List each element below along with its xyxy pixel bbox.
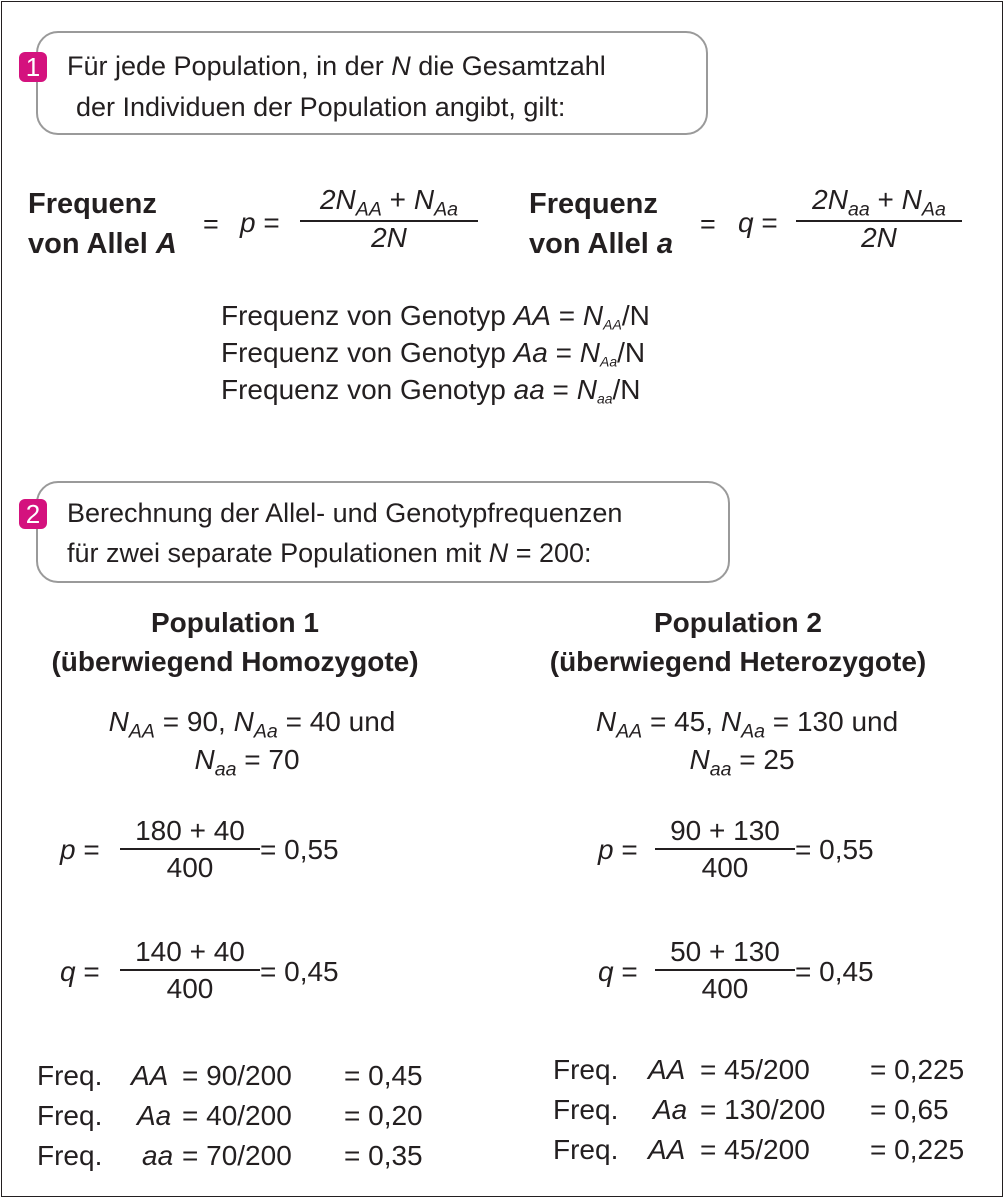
allele-A-p-symbol: p = <box>240 207 280 238</box>
population-2-freq-value: = 0,225 <box>870 1134 965 1165</box>
population-1-freq-geno: AA <box>131 1060 169 1091</box>
allele-a-q-symbol: q = <box>738 207 778 238</box>
population-2-q-symbol: q = <box>598 956 638 987</box>
allele-A-denominator: 2N <box>371 222 407 253</box>
allele-a-fraction <box>796 184 962 254</box>
population-2-freq-ratio: = 45/200 <box>700 1054 810 1085</box>
allele-A-label-line1: Frequenz <box>28 188 157 220</box>
population-1-p-fraction <box>120 815 260 884</box>
population-2-freq-row: Freq. <box>553 1054 619 1085</box>
step2-text-line2: für zwei separate Populationen mit N = 200: <box>67 538 592 568</box>
population-2-freq-row: Freq. <box>553 1094 619 1125</box>
population-1-p-numerator: 180 + 40 <box>135 815 245 846</box>
fraction-bar <box>120 969 260 971</box>
population-2-freq-value: = 0,225 <box>870 1054 965 1085</box>
population-1-freq-ratio: = 40/200 <box>182 1100 292 1131</box>
population-1-freq-value: = 0,35 <box>344 1140 423 1171</box>
population-1-q-denominator: 400 <box>166 973 214 1004</box>
allele-a-label-line2: von Allel a <box>529 228 673 260</box>
population-1-title: Population 1 <box>151 607 319 638</box>
fraction-bar <box>655 969 795 971</box>
allele-A-equals: = <box>203 209 219 239</box>
population-2-q-numerator: 50 + 130 <box>670 936 780 967</box>
genotype-Aa-formula: Frequenz von Genotyp $Aa = N_{Aa}/N$ <box>221 337 646 370</box>
step1-text-line1: Für jede Population, in der N die Gesamtzahl <box>67 51 606 81</box>
genotype-aa-formula: Frequenz von Genotyp aa = $N_{aa}/N$ <box>221 374 641 407</box>
population-1-counts-line2: $N_{aa} = 70$ <box>194 744 300 781</box>
allele-a-denominator: 2N <box>861 222 897 253</box>
population-1-p-denominator: 400 <box>166 852 214 883</box>
population-2-q-result: = 0,45 <box>795 956 874 987</box>
population-2-freq-geno: AA <box>648 1054 686 1085</box>
population-1-freq-row: Freq. <box>37 1100 103 1131</box>
step2-text-line1: Berechnung der Allel- und Genotypfrequenzen <box>67 498 623 528</box>
allele-A-fraction <box>300 184 478 254</box>
population-2-freq-value: = 0,65 <box>870 1094 949 1125</box>
fraction-bar <box>120 848 260 850</box>
population-2-q-fraction <box>655 936 795 1005</box>
population-1-p-result: = 0,55 <box>260 834 339 865</box>
genotype-AA-formula: Frequenz von Genotyp AA = $N_{AA}/N$ <box>221 300 650 333</box>
population-1-freq-ratio: = 90/200 <box>182 1060 292 1091</box>
population-1-freq-row: Freq. <box>37 1060 103 1091</box>
population-2-freq-ratio: = 45/200 <box>700 1134 810 1165</box>
step1-badge: 1 <box>19 52 47 82</box>
population-2-p-denominator: 400 <box>701 852 749 883</box>
population-1-freq-row: Freq. <box>37 1140 103 1171</box>
population-1-freq-geno: Aa <box>137 1100 172 1131</box>
population-2-title: Population 2 <box>654 607 822 638</box>
population-1-p-symbol: p = <box>60 834 100 865</box>
population-2-counts-line2: $N_{aa} = 25$ <box>689 744 795 781</box>
population-1-q-numerator: 140 + 40 <box>135 936 245 967</box>
population-1-freq-value: = 0,45 <box>344 1060 423 1091</box>
population-2-freq-geno: AA <box>648 1134 686 1165</box>
population-2-freq-ratio: = 130/200 <box>700 1094 826 1125</box>
population-2-freq-row: Freq. <box>553 1134 619 1165</box>
population-1-q-result: = 0,45 <box>260 956 339 987</box>
population-2-p-result: = 0,55 <box>795 834 874 865</box>
population-1-freq-ratio: = 70/200 <box>182 1140 292 1171</box>
step1-text-line2: der Individuen der Population angibt, gilt: <box>76 92 566 122</box>
fraction-bar <box>655 848 795 850</box>
population-2-subtitle: (überwiegend Heterozygote) <box>549 646 927 677</box>
allele-A-label-line2: von Allel A <box>28 228 177 260</box>
population-1-counts-line1: $N_{AA} = 90$, $N_{Aa} = 40$ und <box>108 706 396 743</box>
figure-frame <box>1 1 1003 1197</box>
population-1-freq-value: = 0,20 <box>344 1100 423 1131</box>
population-2-p-numerator: 90 + 130 <box>670 815 780 846</box>
population-1-freq-geno: aa <box>142 1140 174 1171</box>
allele-A-numerator: $2N_{AA} + N_{Aa}$ <box>319 184 459 221</box>
step2-badge: 2 <box>19 499 47 529</box>
allele-a-equals: = <box>700 209 716 239</box>
population-1-q-symbol: q = <box>60 956 100 987</box>
population-1-q-fraction <box>120 936 260 1005</box>
population-2-q-denominator: 400 <box>701 973 749 1004</box>
population-2-counts-line1: $N_{AA} = 45$, $N_{Aa} = 130$ und <box>595 706 899 743</box>
population-2-p-symbol: p = <box>598 834 638 865</box>
population-2-p-fraction <box>655 815 795 884</box>
population-1-subtitle: (überwiegend Homozygote) <box>51 646 419 677</box>
allele-a-label-line1: Frequenz <box>529 188 658 220</box>
allele-a-numerator: $2N_{aa} + N_{Aa}$ <box>812 184 946 221</box>
population-2-freq-geno: Aa <box>653 1094 688 1125</box>
